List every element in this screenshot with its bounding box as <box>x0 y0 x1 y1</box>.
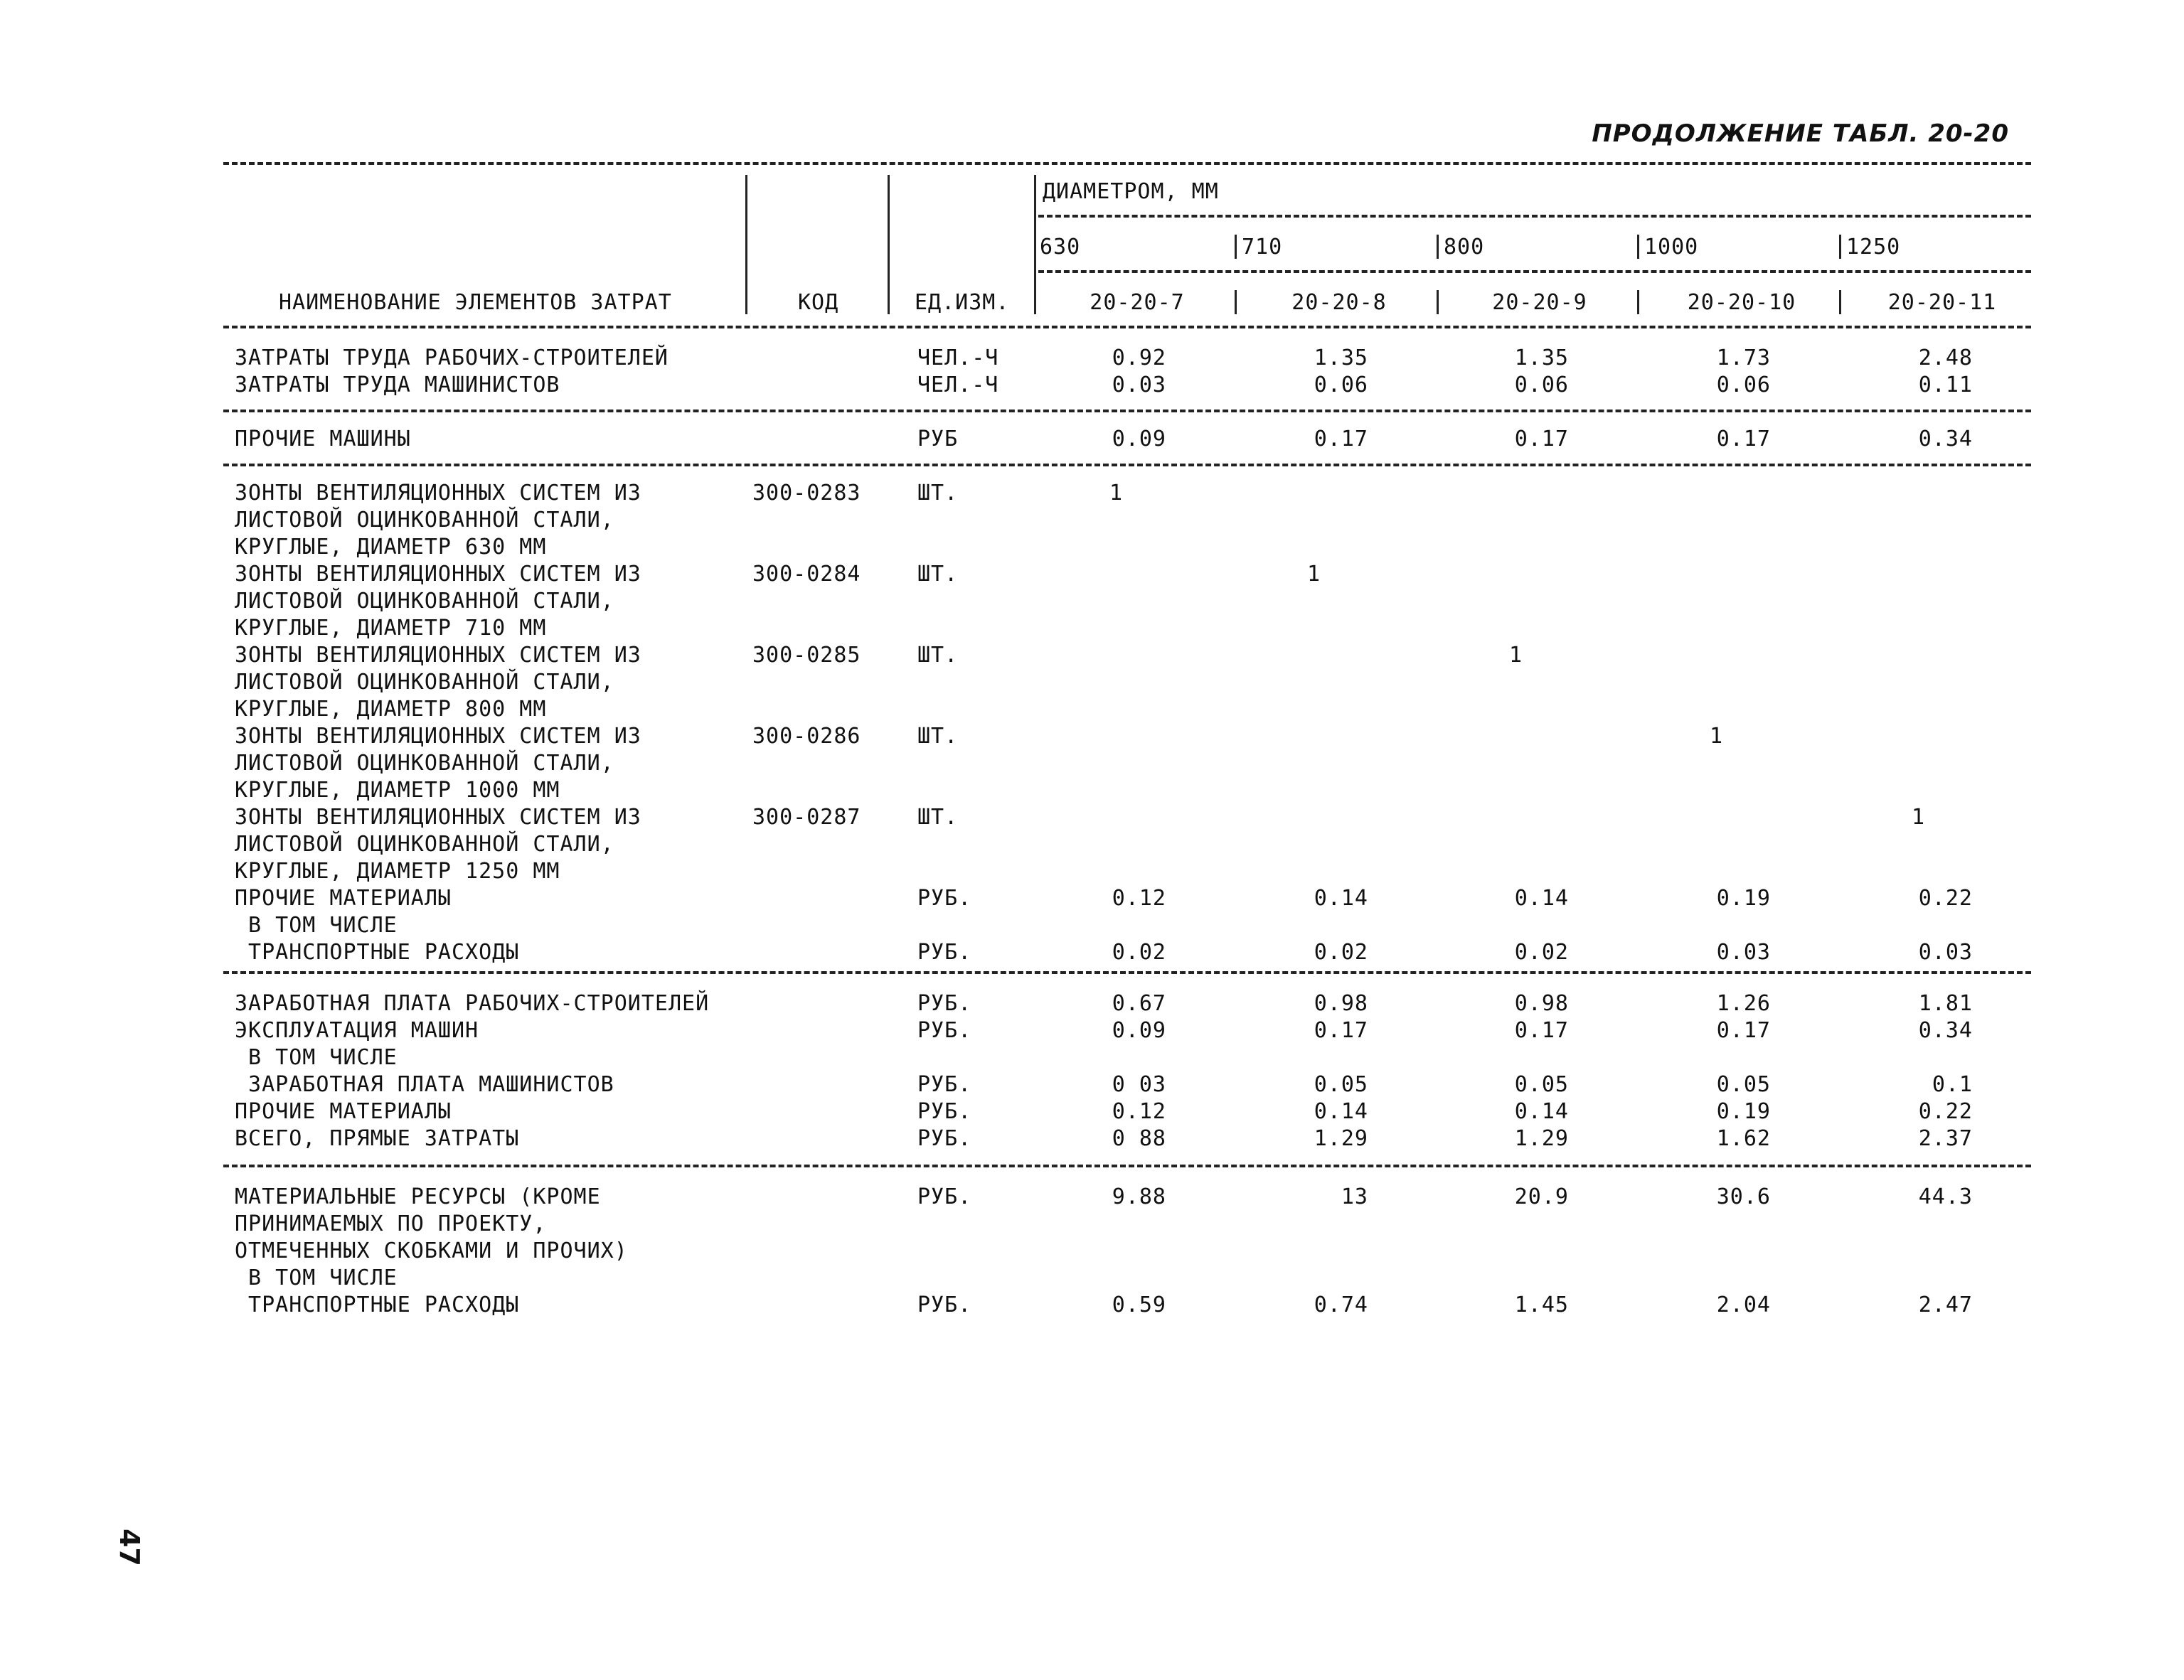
page-title: ПРОДОЛЖЕНИЕ ТАБЛ. 20-20 <box>1592 119 2009 148</box>
row-value: 0.03 <box>1918 940 1973 965</box>
norm-20-20-10: 20-20-10 <box>1687 290 1796 315</box>
header-divider-unit <box>1034 175 1036 314</box>
row-value: 0.98 <box>1514 991 1569 1016</box>
row-value: 13 <box>1341 1184 1368 1209</box>
row-value: 44.3 <box>1918 1184 1973 1209</box>
row-unit: РУБ. <box>917 991 972 1016</box>
row-code: 300-0286 <box>752 724 861 749</box>
header-divider-col-3 <box>1437 235 1439 259</box>
row-value: 1.35 <box>1514 346 1569 370</box>
diameter-710: 710 <box>1242 235 1283 260</box>
row-unit: ШТ. <box>917 481 959 505</box>
row-value: 2.48 <box>1918 346 1973 370</box>
section-rule-1 <box>223 410 2031 412</box>
row-value: 1.73 <box>1716 346 1771 370</box>
row-name: ТРАНСПОРТНЫЕ РАСХОДЫ <box>235 940 520 965</box>
row-unit: РУБ. <box>917 1293 972 1317</box>
row-value: 0.03 <box>1112 373 1166 397</box>
row-value: 0.17 <box>1314 427 1368 451</box>
section-rule-2 <box>223 464 2031 466</box>
row-name: ЗОНТЫ ВЕНТИЛЯЦИОННЫХ СИСТЕМ ИЗ <box>235 643 641 668</box>
row-unit: ШТ. <box>917 805 959 830</box>
row-value: 2.47 <box>1918 1293 1973 1317</box>
row-name: ПРИНИМАЕМЫХ ПО ПРОЕКТУ, <box>235 1211 547 1236</box>
row-value: 1.62 <box>1716 1126 1771 1151</box>
row-name: ПРОЧИЕ МАТЕРИАЛЫ <box>235 886 452 911</box>
row-value: 0.12 <box>1112 886 1166 911</box>
diameter-630: 630 <box>1040 235 1081 260</box>
row-value: 1.35 <box>1314 346 1368 370</box>
row-value: 0.17 <box>1514 427 1569 451</box>
row-value: 2.37 <box>1918 1126 1973 1151</box>
row-name: ЗАТРАТЫ ТРУДА РАБОЧИХ-СТРОИТЕЛЕЙ <box>235 346 668 370</box>
row-name: В ТОМ ЧИСЛЕ <box>235 1266 398 1290</box>
row-unit: РУБ. <box>917 1072 972 1097</box>
column-header-code: КОД <box>798 290 839 315</box>
row-name: ЗАТРАТЫ ТРУДА МАШИНИСТОВ <box>235 373 560 397</box>
row-value: 0.12 <box>1112 1099 1166 1124</box>
row-value: 1 <box>1912 805 1926 830</box>
row-value: 0.05 <box>1716 1072 1771 1097</box>
row-value: 0.14 <box>1514 886 1569 911</box>
row-value: 0.14 <box>1314 886 1368 911</box>
header-group-label: ДИАМЕТРОМ, ММ <box>1043 179 1219 204</box>
row-name: ЛИСТОВОЙ ОЦИНКОВАННОЙ СТАЛИ, <box>235 832 614 857</box>
row-value: 0.06 <box>1716 373 1771 397</box>
norm-divider-3 <box>1437 290 1439 314</box>
row-code: 300-0287 <box>752 805 861 830</box>
row-value: 0.05 <box>1314 1072 1368 1097</box>
diameter-1000: 1000 <box>1644 235 1699 260</box>
row-unit: ШТ. <box>917 562 959 587</box>
row-code: 300-0283 <box>752 481 861 505</box>
row-name: ПРОЧИЕ МАШИНЫ <box>235 427 411 451</box>
row-name: КРУГЛЫЕ, ДИАМЕТР 800 ММ <box>235 697 547 722</box>
norm-20-20-11: 20-20-11 <box>1887 290 1997 315</box>
row-value: 1.26 <box>1716 991 1771 1016</box>
section-rule-3 <box>223 971 2031 974</box>
row-name: ОТМЕЧЕННЫХ СКОБКАМИ И ПРОЧИХ) <box>235 1238 628 1263</box>
page-number: 47 <box>114 1529 145 1566</box>
row-name: ЗОНТЫ ВЕНТИЛЯЦИОННЫХ СИСТЕМ ИЗ <box>235 481 641 505</box>
row-value: 0.17 <box>1514 1018 1569 1043</box>
row-value: 0.17 <box>1716 427 1771 451</box>
norm-divider-2 <box>1235 290 1237 314</box>
header-rule-diameters <box>1038 270 2031 273</box>
row-value: 1 <box>1109 481 1124 505</box>
row-name: КРУГЛЫЕ, ДИАМЕТР 1250 ММ <box>235 859 560 884</box>
header-divider-name <box>745 175 747 314</box>
row-value: 0.02 <box>1514 940 1569 965</box>
row-value: 0.06 <box>1314 373 1368 397</box>
section-rule-4 <box>223 1165 2031 1167</box>
row-value: 0.17 <box>1314 1018 1368 1043</box>
row-name: КРУГЛЫЕ, ДИАМЕТР 1000 ММ <box>235 778 560 803</box>
row-value: 0.98 <box>1314 991 1368 1016</box>
row-name: МАТЕРИАЛЬНЫЕ РЕСУРСЫ (КРОМЕ <box>235 1184 601 1209</box>
row-value: 0.06 <box>1514 373 1569 397</box>
row-name: В ТОМ ЧИСЛЕ <box>235 1045 398 1070</box>
row-name: В ТОМ ЧИСЛЕ <box>235 913 398 938</box>
header-divider-col-4 <box>1637 235 1639 259</box>
row-value: 0.34 <box>1918 427 1973 451</box>
row-unit: ЧЕЛ.-Ч <box>917 346 999 370</box>
row-value: 0 03 <box>1112 1072 1166 1097</box>
row-value: 0.92 <box>1112 346 1166 370</box>
row-code: 300-0285 <box>752 643 861 668</box>
row-value: 0.22 <box>1918 1099 1973 1124</box>
diameter-1250: 1250 <box>1846 235 1901 260</box>
row-value: 0.19 <box>1716 1099 1771 1124</box>
row-value: 1.29 <box>1314 1126 1368 1151</box>
table-rule-top <box>223 162 2031 165</box>
row-name: ЗАРАБОТНАЯ ПЛАТА МАШИНИСТОВ <box>235 1072 614 1097</box>
row-value: 0.22 <box>1918 886 1973 911</box>
norm-20-20-8: 20-20-8 <box>1291 290 1387 315</box>
column-header-unit: ЕД.ИЗМ. <box>915 290 1010 315</box>
row-value: 0.74 <box>1314 1293 1368 1317</box>
row-value: 1 <box>1307 562 1321 587</box>
row-name: КРУГЛЫЕ, ДИАМЕТР 630 ММ <box>235 535 547 560</box>
row-unit: РУБ. <box>917 1184 972 1209</box>
diameter-800: 800 <box>1444 235 1485 260</box>
row-value: 1.45 <box>1514 1293 1569 1317</box>
norm-divider-5 <box>1839 290 1841 314</box>
row-name: ЛИСТОВОЙ ОЦИНКОВАННОЙ СТАЛИ, <box>235 751 614 776</box>
row-value: 0.19 <box>1716 886 1771 911</box>
row-name: КРУГЛЫЕ, ДИАМЕТР 710 ММ <box>235 616 547 641</box>
row-value: 30.6 <box>1716 1184 1771 1209</box>
row-unit: ШТ. <box>917 643 959 668</box>
row-unit: РУБ. <box>917 1099 972 1124</box>
row-name: ТРАНСПОРТНЫЕ РАСХОДЫ <box>235 1293 520 1317</box>
row-name: ЭКСПЛУАТАЦИЯ МАШИН <box>235 1018 479 1043</box>
row-name: ПРОЧИЕ МАТЕРИАЛЫ <box>235 1099 452 1124</box>
row-value: 2.04 <box>1716 1293 1771 1317</box>
norm-20-20-9: 20-20-9 <box>1492 290 1587 315</box>
row-name: ЛИСТОВОЙ ОЦИНКОВАННОЙ СТАЛИ, <box>235 508 614 533</box>
row-value: 0.67 <box>1112 991 1166 1016</box>
row-name: ЗОНТЫ ВЕНТИЛЯЦИОННЫХ СИСТЕМ ИЗ <box>235 805 641 830</box>
row-value: 0.02 <box>1112 940 1166 965</box>
row-value: 0.17 <box>1716 1018 1771 1043</box>
row-value: 0.02 <box>1314 940 1368 965</box>
header-divider-col-2 <box>1235 235 1237 259</box>
row-name: ЗОНТЫ ВЕНТИЛЯЦИОННЫХ СИСТЕМ ИЗ <box>235 562 641 587</box>
row-unit: ШТ. <box>917 724 959 749</box>
row-name: ЗАРАБОТНАЯ ПЛАТА РАБОЧИХ-СТРОИТЕЛЕЙ <box>235 991 710 1016</box>
header-rule-bottom <box>223 326 2031 328</box>
header-divider-code <box>888 175 890 314</box>
row-value: 0.1 <box>1932 1072 1973 1097</box>
row-value: 0.34 <box>1918 1018 1973 1043</box>
header-divider-col-5 <box>1839 235 1841 259</box>
norm-20-20-7: 20-20-7 <box>1090 290 1185 315</box>
row-value: 0.14 <box>1514 1099 1569 1124</box>
column-header-name: НАИМЕНОВАНИЕ ЭЛЕМЕНТОВ ЗАТРАТ <box>279 290 672 315</box>
row-name: ЗОНТЫ ВЕНТИЛЯЦИОННЫХ СИСТЕМ ИЗ <box>235 724 641 749</box>
row-unit: РУБ. <box>917 886 972 911</box>
row-value: 0.09 <box>1112 427 1166 451</box>
norm-divider-4 <box>1637 290 1639 314</box>
row-value: 0.03 <box>1716 940 1771 965</box>
row-name: ВСЕГО, ПРЯМЫЕ ЗАТРАТЫ <box>235 1126 520 1151</box>
row-unit: ЧЕЛ.-Ч <box>917 373 999 397</box>
row-value: 0.59 <box>1112 1293 1166 1317</box>
row-value: 0.09 <box>1112 1018 1166 1043</box>
row-value: 1 <box>1710 724 1724 749</box>
row-value: 9.88 <box>1112 1184 1166 1209</box>
row-value: 0.05 <box>1514 1072 1569 1097</box>
row-name: ЛИСТОВОЙ ОЦИНКОВАННОЙ СТАЛИ, <box>235 589 614 614</box>
row-unit: РУБ <box>917 427 959 451</box>
row-unit: РУБ. <box>917 1126 972 1151</box>
row-value: 1 <box>1509 643 1523 668</box>
header-rule-group <box>1038 215 2031 218</box>
row-unit: РУБ. <box>917 940 972 965</box>
row-code: 300-0284 <box>752 562 861 587</box>
row-value: 1.29 <box>1514 1126 1569 1151</box>
row-value: 0.11 <box>1918 373 1973 397</box>
row-value: 20.9 <box>1514 1184 1569 1209</box>
row-name: ЛИСТОВОЙ ОЦИНКОВАННОЙ СТАЛИ, <box>235 670 614 695</box>
row-value: 0.14 <box>1314 1099 1368 1124</box>
row-unit: РУБ. <box>917 1018 972 1043</box>
row-value: 0 88 <box>1112 1126 1166 1151</box>
row-value: 1.81 <box>1918 991 1973 1016</box>
